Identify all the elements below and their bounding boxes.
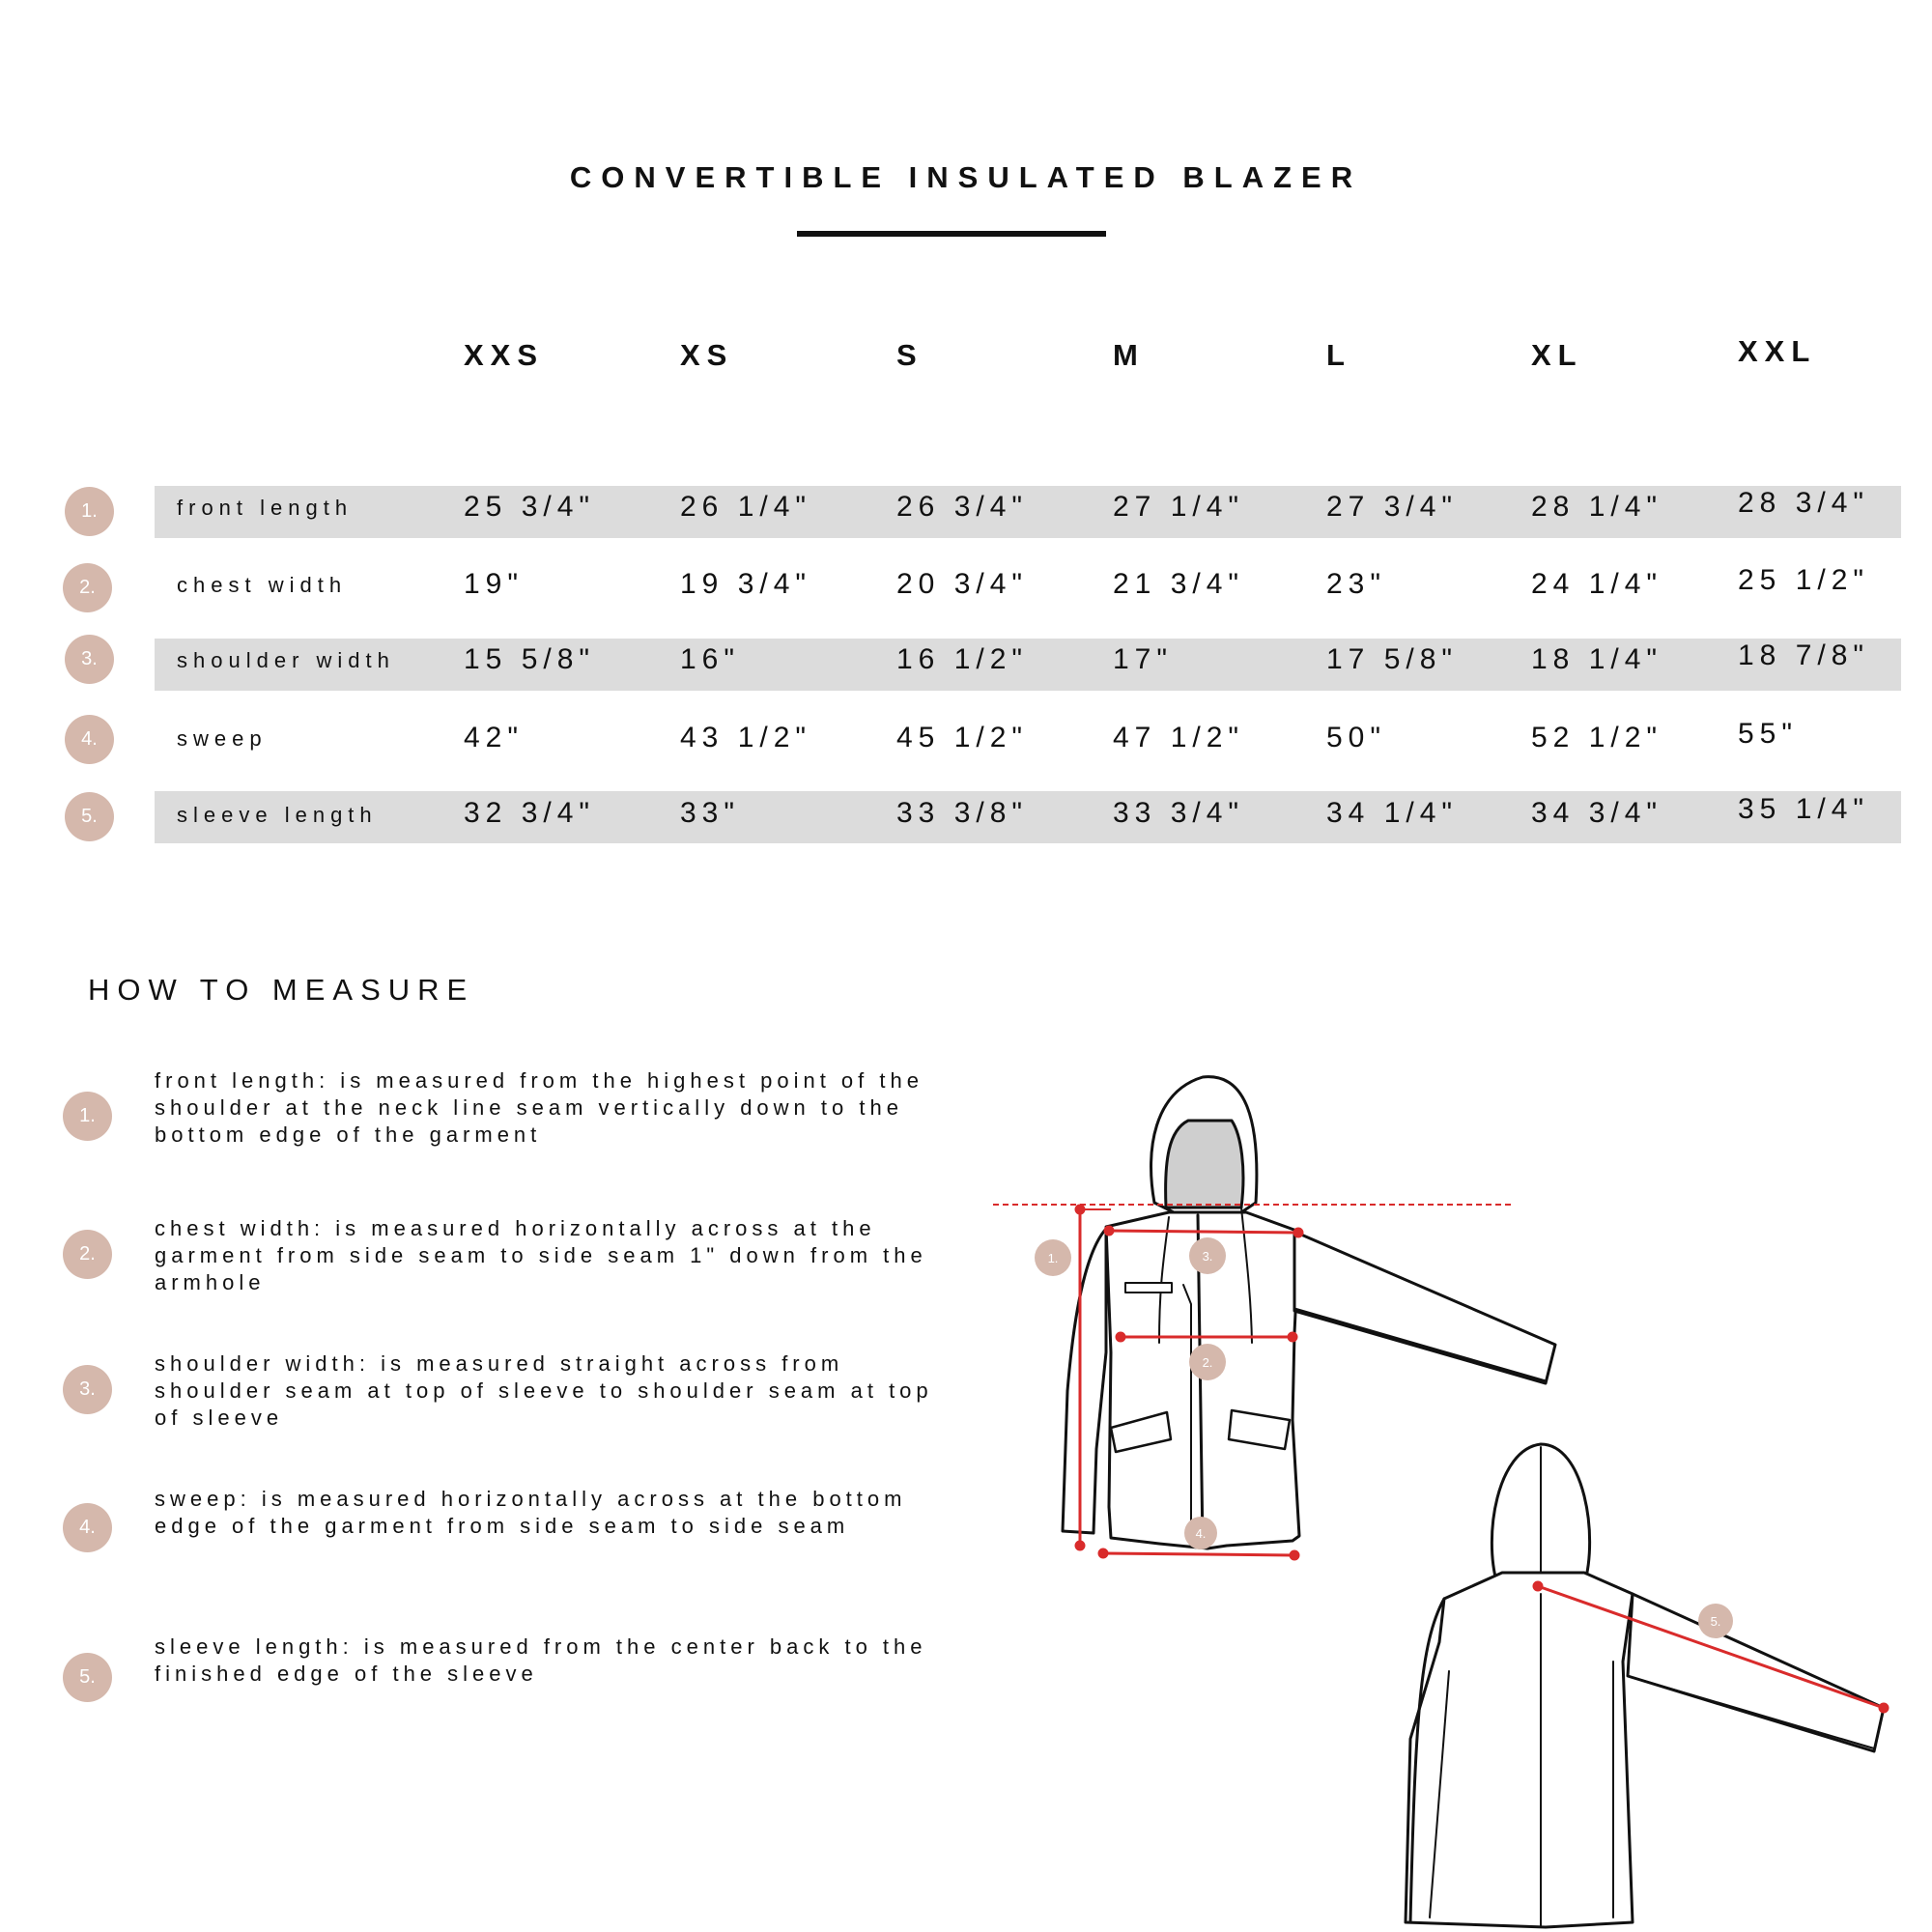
table-cell: 28 1/4" xyxy=(1531,491,1663,523)
measure-number-badge: 2. xyxy=(63,1230,112,1279)
table-cell: 16" xyxy=(680,643,741,675)
diagram-badge-label: 5. xyxy=(1710,1614,1721,1629)
table-cell: 17" xyxy=(1113,643,1174,675)
row-number-badge: 4. xyxy=(65,715,114,764)
shoulder-width-line xyxy=(1109,1231,1298,1233)
table-cell: 25 1/2" xyxy=(1738,564,1870,596)
table-cell: 47 1/2" xyxy=(1113,722,1245,753)
row-label-sweep: sweep xyxy=(177,726,268,751)
table-cell: 33 3/4" xyxy=(1113,797,1245,829)
size-header-xl: XL xyxy=(1531,338,1583,372)
table-cell: 43 1/2" xyxy=(680,722,812,753)
table-cell: 24 1/4" xyxy=(1531,568,1663,600)
size-header-xs: XS xyxy=(680,338,734,372)
table-cell: 50" xyxy=(1326,722,1387,753)
diagram-badge-label: 3. xyxy=(1202,1249,1213,1264)
diagram-badge-label: 1. xyxy=(1047,1251,1059,1265)
measure-number-badge: 4. xyxy=(63,1503,112,1552)
table-cell: 26 3/4" xyxy=(896,491,1029,523)
measure-number-badge: 1. xyxy=(63,1092,112,1141)
table-cell: 27 1/4" xyxy=(1113,491,1245,523)
row-label-shoulder-width: shoulder width xyxy=(177,648,395,672)
page-title: CONVERTIBLE INSULATED BLAZER xyxy=(569,160,1363,194)
front-jacket-drawing xyxy=(1063,1077,1555,1548)
row-label-sleeve-length: sleeve length xyxy=(177,803,378,827)
sweep-line xyxy=(1103,1553,1294,1555)
measure-description-sweep: sweep: is measured horizontally across at the bottom edge of the garment from side seam to side seam xyxy=(155,1487,907,1538)
size-header-s: S xyxy=(896,338,923,372)
table-cell: 45 1/2" xyxy=(896,722,1029,753)
table-cell: 34 1/4" xyxy=(1326,797,1459,829)
table-cell: 28 3/4" xyxy=(1738,487,1870,519)
measure-number-badge: 5. xyxy=(63,1653,112,1702)
row-number-badge: 1. xyxy=(65,487,114,536)
table-cell: 35 1/4" xyxy=(1738,793,1870,825)
back-jacket-drawing xyxy=(1406,1444,1884,1927)
measure-description-chest-width: chest width: is measured horizontally across at the garment from side seam to side seam 1" down from the armhole xyxy=(155,1216,927,1294)
measure-description-front-length: front length: is measured from the highest point of the shoulder at the neck line seam vertically down to the bottom edge of the garment xyxy=(155,1068,923,1147)
diagram-badge-label: 2. xyxy=(1202,1355,1213,1370)
table-cell: 19 3/4" xyxy=(680,568,812,600)
diagram-badge-3 xyxy=(1189,1237,1226,1274)
table-cell: 34 3/4" xyxy=(1531,797,1663,829)
table-cell: 27 3/4" xyxy=(1326,491,1459,523)
table-cell: 20 3/4" xyxy=(896,568,1029,600)
table-cell: 55" xyxy=(1738,718,1799,750)
row-number-badge: 2. xyxy=(63,563,112,612)
diagram-badge-2 xyxy=(1189,1344,1226,1380)
table-cell: 23" xyxy=(1326,568,1387,600)
measure-number-badge: 3. xyxy=(63,1365,112,1414)
table-cell: 25 3/4" xyxy=(464,491,596,523)
diagram-badge-1 xyxy=(1035,1239,1071,1276)
table-cell: 42" xyxy=(464,722,525,753)
table-cell: 15 5/8" xyxy=(464,643,596,675)
table-cell: 18 1/4" xyxy=(1531,643,1663,675)
row-number-badge: 3. xyxy=(65,635,114,684)
size-header-xxl: XXL xyxy=(1738,334,1817,368)
size-header-xxs: XXS xyxy=(464,338,545,372)
table-cell: 52 1/2" xyxy=(1531,722,1663,753)
measure-description-sleeve-length: sleeve length: is measured from the center back to the finished edge of the sleeve xyxy=(155,1634,927,1686)
size-header-l: L xyxy=(1326,338,1351,372)
table-cell: 17 5/8" xyxy=(1326,643,1459,675)
table-cell: 32 3/4" xyxy=(464,797,596,829)
diagram-badge-4 xyxy=(1184,1517,1217,1549)
table-cell: 19" xyxy=(464,568,525,600)
table-cell: 18 7/8" xyxy=(1738,639,1870,671)
size-header-m: M xyxy=(1113,338,1145,372)
row-label-front-length: front length xyxy=(177,496,354,520)
diagram-badge-5 xyxy=(1698,1604,1733,1638)
how-to-measure-heading: HOW TO MEASURE xyxy=(88,973,475,1007)
measure-description-shoulder-width: shoulder width: is measured straight across from shoulder seam at top of sleeve to shoulder seam at top of sleeve xyxy=(155,1351,933,1430)
table-cell: 16 1/2" xyxy=(896,643,1029,675)
table-cell: 33" xyxy=(680,797,741,829)
table-cell: 33 3/8" xyxy=(896,797,1029,829)
table-cell: 26 1/4" xyxy=(680,491,812,523)
diagram-badge-label: 4. xyxy=(1195,1526,1207,1541)
row-label-chest-width: chest width xyxy=(177,573,348,597)
table-cell: 21 3/4" xyxy=(1113,568,1245,600)
row-number-badge: 5. xyxy=(65,792,114,841)
